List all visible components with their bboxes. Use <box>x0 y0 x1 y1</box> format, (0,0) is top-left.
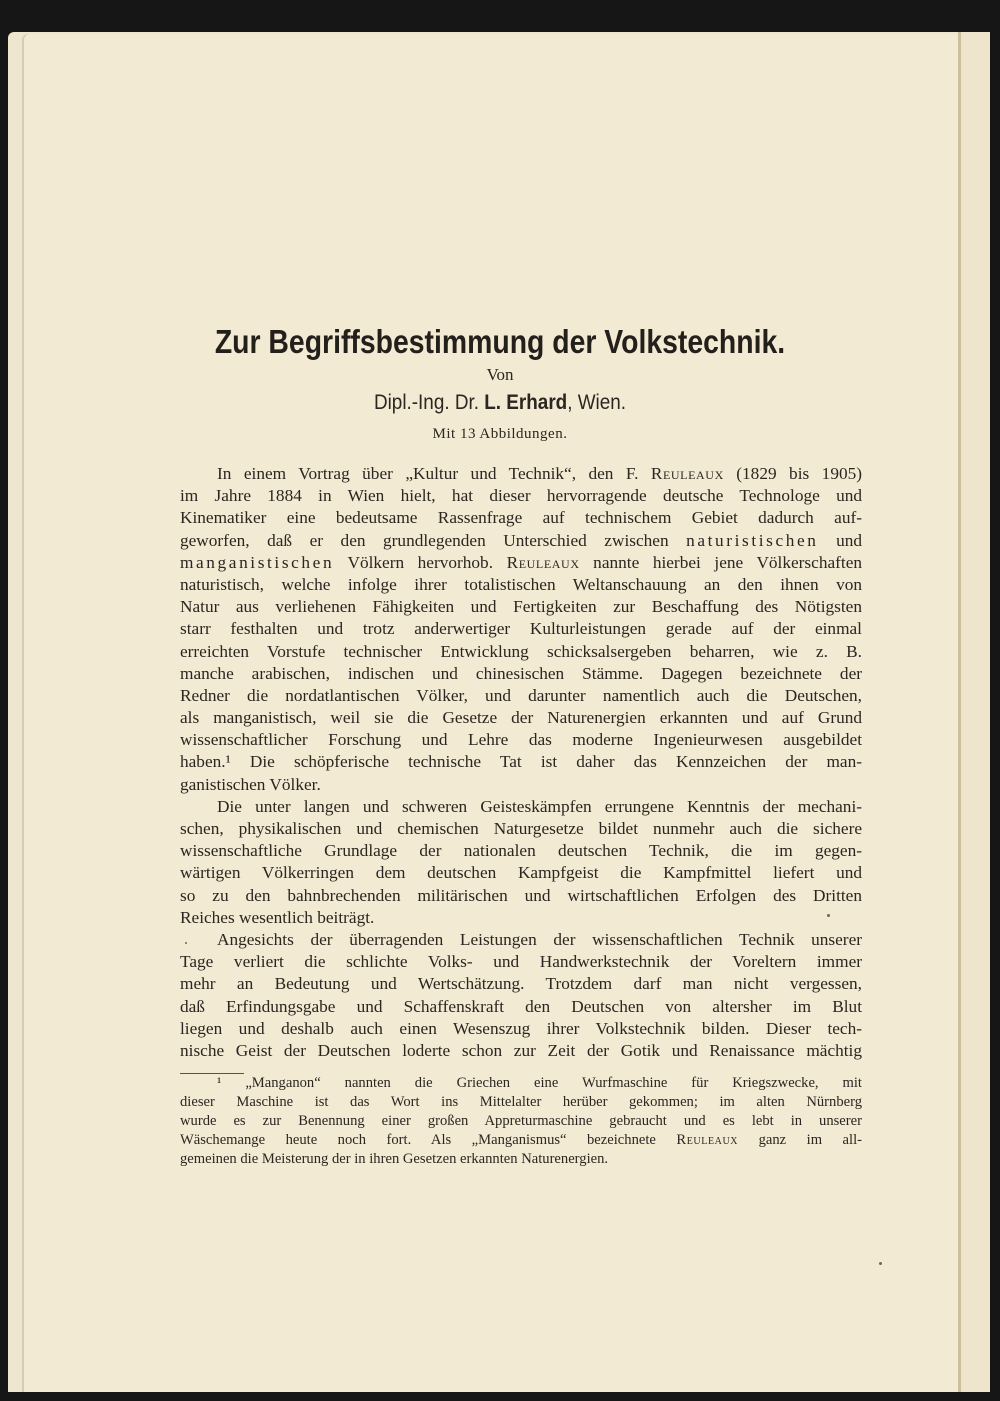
text-run: In einem Vortrag über „Kultur und Technik“, den F. <box>217 464 651 483</box>
text-run: starr festhalten und trotz anderwertiger Kulturleistungen gerade auf der einmal <box>180 619 862 639</box>
text-line <box>180 1093 862 1112</box>
text-run: dieser Maschine ist das Wort ins Mittelalter herüber gekommen; im alten Nürnberg <box>180 1094 862 1110</box>
text-run: daß Erfindungsgabe und Schaffenskraft den Deutschen von altersher im Blut <box>180 996 862 1016</box>
text-run: Tage verliert die schlichte Volks- und Handwerkstechnik der Voreltern immer <box>180 952 862 972</box>
text-line <box>180 973 862 995</box>
small-caps-name: Reuleaux <box>506 552 580 572</box>
text-run: im Jahre 1884 in Wien hielt, hat dieser hervorragende deutsche Technologe und <box>180 486 862 506</box>
text-line <box>180 641 862 663</box>
text-line <box>180 663 862 685</box>
author-suffix: , Wien. <box>567 391 627 414</box>
text-run: Die unter langen und schweren Geisteskämpfen errungene Kenntnis der mechani- <box>217 796 862 816</box>
text-line <box>180 1112 862 1131</box>
author-name: L. Erhard <box>484 391 568 414</box>
paper-speck <box>879 1262 882 1265</box>
text-line <box>180 1131 862 1150</box>
text-line <box>180 951 862 973</box>
text-run: (1829 bis 1905) <box>723 464 862 483</box>
text-line <box>180 907 862 929</box>
text-line <box>180 463 862 485</box>
text-run: gemeinen die Meisterung der in ihren Gesetzen erkannten Naturenergien. <box>180 1151 609 1167</box>
article-title: Zur Begriffsbestimmung der Volkstechnik. <box>214 323 786 360</box>
text-line <box>180 530 862 552</box>
text-run: liegen und deshalb auch einen Wesenszug ihrer Volkstechnik bilden. Dieser tech- <box>180 1018 862 1038</box>
small-caps-name: Reuleaux <box>650 464 724 483</box>
text-run: wissenschaftlicher Forschung und Lehre das moderne Ingenieurwesen ausgebildet <box>180 730 862 750</box>
text-line <box>180 996 862 1018</box>
text-line <box>180 685 862 707</box>
text-run: haben.¹ Die schöpferische technische Tat ist daher das Kennzeichen der man- <box>180 752 862 772</box>
small-caps-name: Reuleaux <box>676 1132 739 1148</box>
text-run: nannte hierbei jene Völkerschaften <box>579 552 863 572</box>
text-run: Völkern hervorhob. <box>334 552 507 572</box>
text-run: geworfen, daß er den grundlegenden Unterschied zwischen <box>180 530 687 550</box>
text-run: Redner die nordatlantischen Völker, und darunter namentlich auch die Deutschen, <box>180 685 862 705</box>
text-line <box>180 574 862 596</box>
text-run: ganz im all- <box>738 1132 862 1148</box>
text-line <box>180 862 862 884</box>
author-prefix: Dipl.-Ing. Dr. <box>373 391 485 414</box>
text-line <box>180 485 862 507</box>
text-line <box>180 1074 862 1093</box>
text-run: so zu den bahnbrechenden militärischen und wirtschaftlichen Erfolgen des Dritten <box>180 885 862 905</box>
text-line <box>180 618 862 640</box>
text-line <box>180 1150 862 1169</box>
text-line <box>180 840 862 862</box>
text-run: schen, physikalischen und chemischen Naturgesetze bildet nunmehr auch die sichere <box>180 819 862 838</box>
text-run: Natur aus verliehenen Fähigkeiten und Fertigkeiten zur Beschaffung des Nötigsten <box>180 597 862 617</box>
adjacent-page-edge <box>961 32 990 1392</box>
article-subtitle: Mit 13 Abbildungen. <box>432 426 568 442</box>
byline-von: Von <box>486 365 514 384</box>
text-line <box>180 707 862 729</box>
text-run: manche arabischen, indischen und chinesischen Stämme. Dagegen bezeichnete der <box>180 663 862 683</box>
text-line <box>180 796 862 818</box>
text-run: wissenschaftliche Grundlage der nationalen deutschen Technik, die im gegen- <box>180 841 862 861</box>
spaced-emphasis: manganistischen <box>180 552 335 572</box>
paper-speck <box>185 942 187 944</box>
text-run: Reiches wesentlich beiträgt. <box>180 907 375 927</box>
text-run: wurde es zur Benennung einer großen Appreturmaschine gebraucht und es lebt in unserer <box>180 1113 862 1129</box>
text-run: wärtigen Völkerringen dem deutschen Kampfgeist die Kampfmittel liefert und <box>180 863 862 883</box>
text-line <box>180 507 862 529</box>
text-line <box>180 596 862 618</box>
text-line <box>180 818 862 840</box>
text-run: naturistisch, welche infolge ihrer totalistischen Weltanschauung an den ihnen von <box>180 574 862 594</box>
text-run: ganistischen Völker. <box>180 774 321 794</box>
text-run: und <box>818 530 862 550</box>
text-line <box>180 1018 862 1040</box>
text-run: erreichten Vorstufe technischer Entwicklung schicksalsergeben beharren, wie z. B. <box>180 641 862 661</box>
article-body <box>180 463 862 1062</box>
footnote <box>180 1074 862 1169</box>
text-line <box>180 929 862 951</box>
text-run: als manganistisch, weil sie die Gesetze der Naturenergien erkannten und auf Grund <box>180 708 862 728</box>
text-run: Kinematiker eine bedeutsame Rassenfrage auf technischem Gebiet dadurch auf- <box>180 508 862 528</box>
text-line <box>180 751 862 773</box>
text-run: nische Geist der Deutschen loderte schon zur Zeit der Gotik und Renaissance mächtig <box>180 1040 862 1060</box>
text-line <box>180 885 862 907</box>
text-run: ¹ „Manganon“ nannten die Griechen eine Wurfmaschine für Kriegszwecke, mit <box>217 1075 862 1091</box>
paper-speck <box>827 914 830 917</box>
text-run: Wäschemange heute noch fort. Als „Manganismus“ bezeichnete <box>180 1132 677 1148</box>
text-line <box>180 774 862 796</box>
spaced-emphasis: naturistischen <box>686 530 819 550</box>
author-line <box>50 391 950 415</box>
text-line <box>180 1040 862 1062</box>
text-line <box>180 552 862 574</box>
text-line <box>180 729 862 751</box>
text-run: Angesichts der überragenden Leistungen der wissenschaftlichen Technik unserer <box>217 929 862 949</box>
text-run: mehr an Bedeutung und Wertschätzung. Trotzdem darf man nicht vergessen, <box>180 974 862 994</box>
